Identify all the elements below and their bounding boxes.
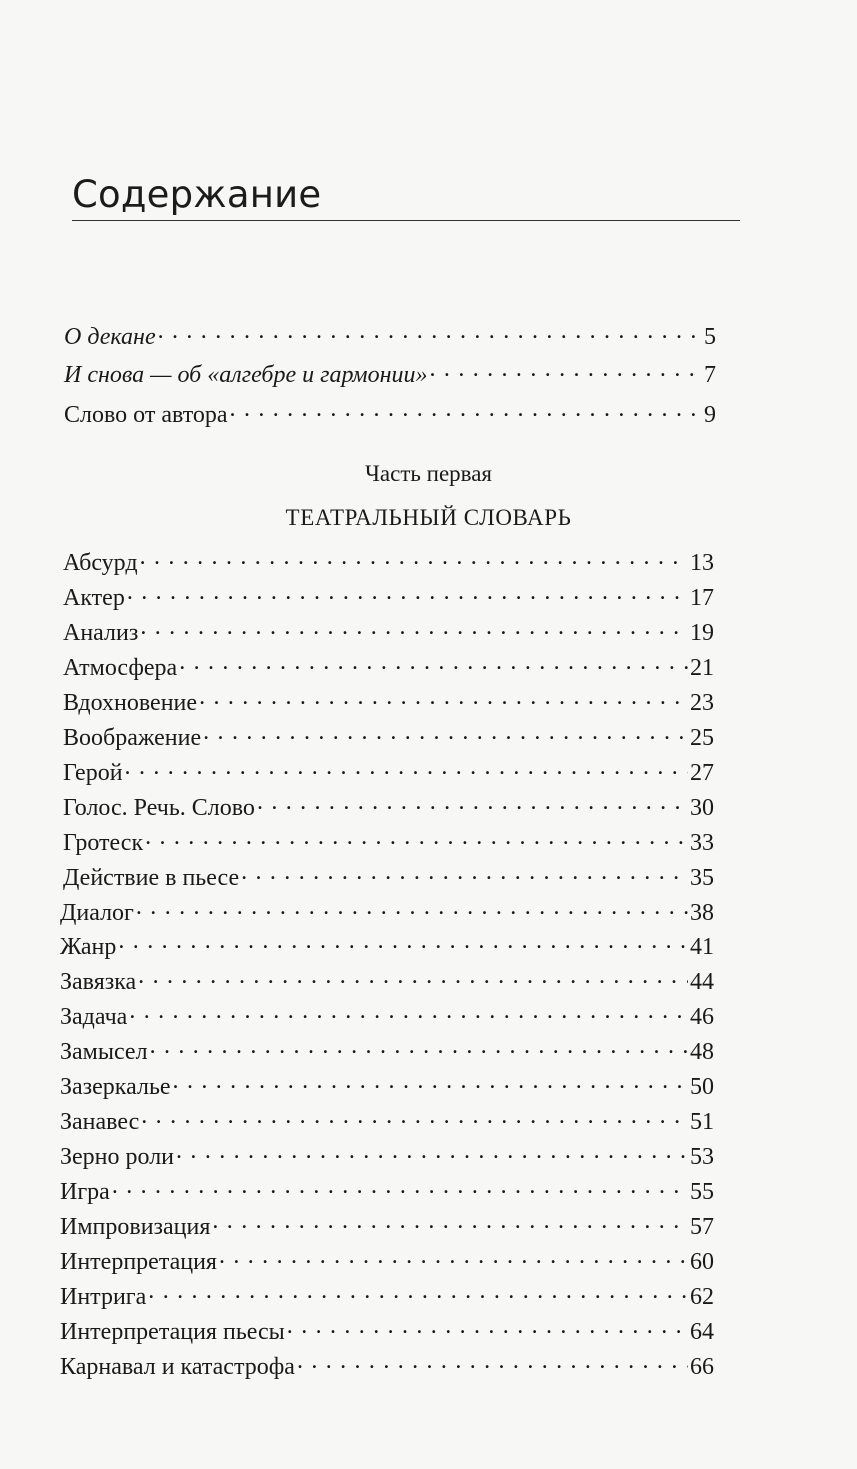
toc-entry-title: Вдохновение xyxy=(63,690,198,716)
toc-entry[interactable] xyxy=(63,826,714,855)
dot-leader xyxy=(129,1000,688,1024)
toc-entry-page-number: 64 xyxy=(690,1319,714,1345)
toc-entry-title: Герой xyxy=(63,760,123,786)
dot-leader xyxy=(138,965,688,989)
toc-entry-title: Задача xyxy=(60,1004,128,1030)
toc-entry-title: Карнавал и катастрофа xyxy=(60,1354,295,1380)
toc-entry[interactable] xyxy=(63,861,714,890)
page-title: Содержание xyxy=(72,173,322,216)
toc-entry[interactable] xyxy=(60,1035,714,1064)
toc-entry-page-number: 62 xyxy=(690,1284,714,1310)
dot-leader xyxy=(230,398,702,422)
dot-leader xyxy=(212,1210,688,1234)
dot-leader xyxy=(112,1175,688,1199)
toc-entry[interactable] xyxy=(60,1315,714,1344)
toc-entry[interactable] xyxy=(60,1210,714,1239)
toc-entry-page-number: 17 xyxy=(690,585,714,611)
toc-entry[interactable] xyxy=(60,1105,714,1134)
toc-entry[interactable] xyxy=(63,756,714,785)
toc-entry[interactable] xyxy=(63,546,714,575)
toc-entry-title: Завязка xyxy=(60,969,137,995)
dot-leader xyxy=(145,826,688,850)
toc-entry-page-number: 66 xyxy=(690,1354,714,1380)
toc-entry-title: Зерно роли xyxy=(60,1144,175,1170)
dot-leader xyxy=(176,1140,688,1164)
dot-leader xyxy=(241,861,688,885)
part-label: Часть первая xyxy=(364,461,493,486)
toc-entry-page-number: 55 xyxy=(690,1179,714,1205)
toc-entry-page-number: 5 xyxy=(704,324,716,350)
toc-entry[interactable] xyxy=(63,721,714,750)
dot-leader xyxy=(219,1245,688,1269)
title-underline xyxy=(72,220,740,221)
dot-leader xyxy=(141,1105,688,1129)
dot-leader xyxy=(148,1280,688,1304)
toc-entry-page-number: 13 xyxy=(690,550,714,576)
toc-entry-title: Абсурд xyxy=(63,550,138,576)
toc-entry[interactable] xyxy=(63,791,714,820)
toc-entry-title: Замысел xyxy=(60,1039,148,1065)
toc-entry[interactable] xyxy=(63,651,714,680)
toc-entry-title: Интерпретация пьесы xyxy=(60,1319,285,1345)
toc-entry-page-number: 19 xyxy=(690,620,714,646)
toc-entry-title: Анализ xyxy=(63,620,139,646)
dot-leader xyxy=(136,896,688,920)
toc-entry-title: Зазеркалье xyxy=(60,1074,171,1100)
toc-entry[interactable] xyxy=(60,1245,714,1274)
dot-leader xyxy=(158,320,702,344)
toc-entry-title: Атмосфера xyxy=(63,655,178,681)
toc-entry-title: О декане xyxy=(64,324,156,350)
dot-leader xyxy=(127,581,688,605)
toc-entry-title: Актер xyxy=(63,585,125,611)
toc-entry-title: Гротеск xyxy=(63,830,144,856)
toc-entry[interactable] xyxy=(60,1350,714,1379)
dot-leader xyxy=(297,1350,688,1374)
toc-entry-page-number: 53 xyxy=(690,1144,714,1170)
toc-entry-page-number: 27 xyxy=(690,760,714,786)
dot-leader xyxy=(430,358,702,382)
toc-entry-title: Действие в пьесе xyxy=(63,865,240,891)
toc-entry[interactable] xyxy=(60,896,714,925)
toc-entry-title: И снова — об «алгебре и гармонии» xyxy=(64,362,428,388)
toc-entry[interactable] xyxy=(63,686,714,715)
toc-entry-page-number: 57 xyxy=(690,1214,714,1240)
toc-entry-title: Интерпретация xyxy=(60,1249,217,1275)
toc-entry[interactable] xyxy=(64,358,716,387)
toc-entry-page-number: 60 xyxy=(690,1249,714,1275)
toc-entry-title: Занавес xyxy=(60,1109,140,1135)
toc-entry-page-number: 44 xyxy=(690,969,714,995)
toc-entry[interactable] xyxy=(60,965,714,994)
dot-leader xyxy=(118,930,688,954)
toc-entry-page-number: 48 xyxy=(690,1039,714,1065)
dot-leader xyxy=(203,721,688,745)
dot-leader xyxy=(140,616,688,640)
toc-entry[interactable] xyxy=(64,398,716,427)
toc-entry[interactable] xyxy=(60,1175,714,1204)
toc-entry-title: Жанр xyxy=(60,934,117,960)
toc-entry-page-number: 51 xyxy=(690,1109,714,1135)
toc-entry-page-number: 50 xyxy=(690,1074,714,1100)
toc-entry[interactable] xyxy=(60,1140,714,1169)
toc-entry-page-number: 46 xyxy=(690,1004,714,1030)
toc-entry-page-number: 38 xyxy=(690,900,714,926)
part-title: ТЕАТРАЛЬНЫЙ СЛОВАРЬ xyxy=(285,505,572,530)
toc-entry-page-number: 33 xyxy=(690,830,714,856)
toc-entry[interactable] xyxy=(60,1070,714,1099)
toc-entry-page-number: 30 xyxy=(690,795,714,821)
dot-leader xyxy=(125,756,688,780)
toc-entry-page-number: 9 xyxy=(704,402,716,428)
toc-entry[interactable] xyxy=(64,320,716,349)
toc-entry-page-number: 25 xyxy=(690,725,714,751)
toc-entry[interactable] xyxy=(60,930,714,959)
toc-entry-page-number: 21 xyxy=(690,655,714,681)
toc-entry[interactable] xyxy=(60,1280,714,1309)
toc-entry-page-number: 7 xyxy=(704,362,716,388)
dot-leader xyxy=(257,791,688,815)
toc-entry[interactable] xyxy=(63,616,714,645)
dot-leader xyxy=(140,546,688,570)
toc-entry-page-number: 23 xyxy=(690,690,714,716)
toc-entry-title: Импровизация xyxy=(60,1214,211,1240)
toc-entry-title: Игра xyxy=(60,1179,110,1205)
dot-leader xyxy=(199,686,688,710)
dot-leader xyxy=(150,1035,688,1059)
toc-entry-page-number: 35 xyxy=(690,865,714,891)
toc-entry-title: Голос. Речь. Слово xyxy=(63,795,255,821)
dot-leader xyxy=(179,651,688,675)
toc-entry[interactable] xyxy=(60,1000,714,1029)
toc-entry-page-number: 41 xyxy=(690,934,714,960)
dot-leader xyxy=(287,1315,688,1339)
toc-entry[interactable] xyxy=(63,581,714,610)
toc-entry-title: Слово от автора xyxy=(64,402,228,428)
dot-leader xyxy=(173,1070,688,1094)
toc-entry-title: Воображение xyxy=(63,725,202,751)
toc-entry-title: Диалог xyxy=(60,900,134,926)
toc-entry-title: Интрига xyxy=(60,1284,147,1310)
